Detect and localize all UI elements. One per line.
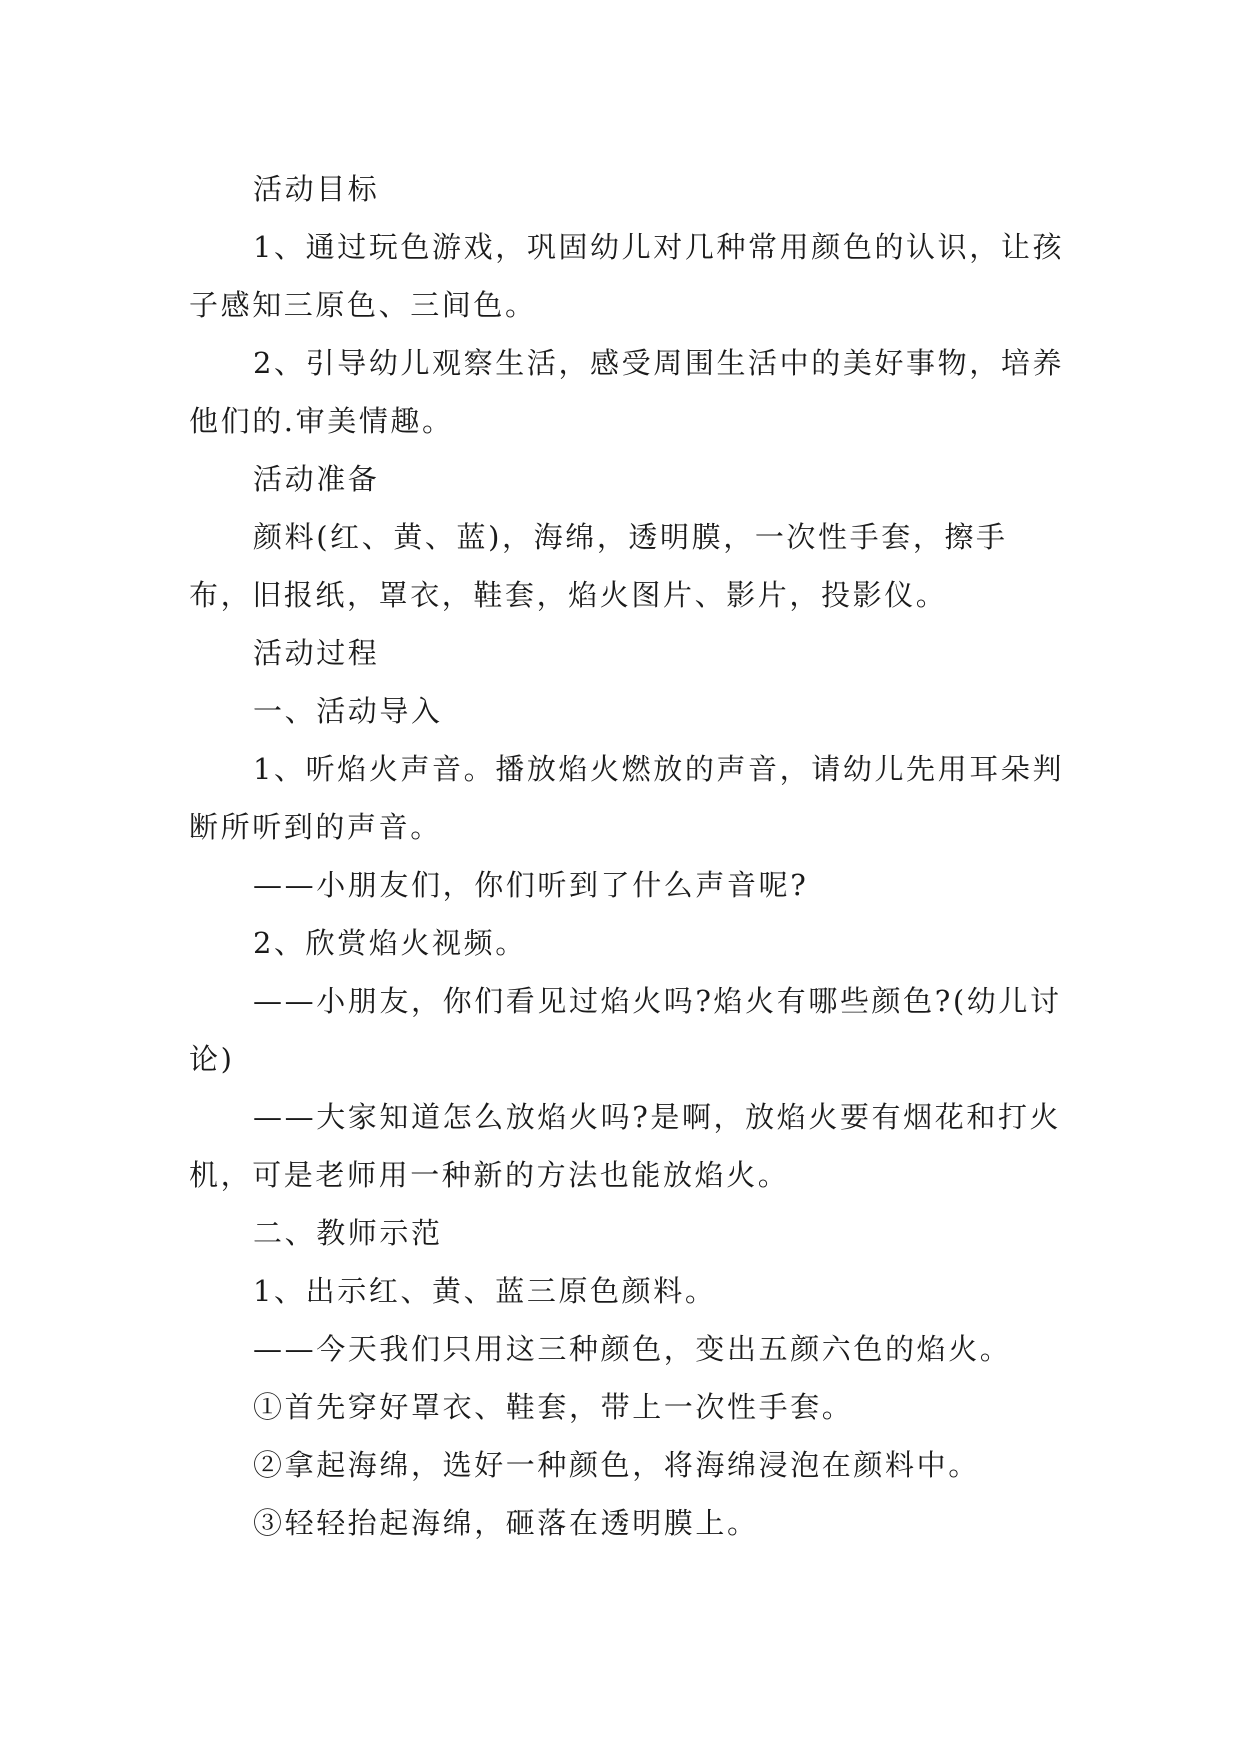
heading-activity-goals: 活动目标 <box>253 172 380 206</box>
dialogue-line-4: ——今天我们只用这三种颜色，变出五颜六色的焰火。 <box>253 1332 1012 1366</box>
step-listen-fireworks: 1、听焰火声音。播放焰火燃放的声音，请幼儿先用耳朵判断所听到的声音。 <box>189 752 1065 844</box>
goal-item-2: 2、引导幼儿观察生活，感受周围生活中的美好事物，培养他们的.审美情趣。 <box>189 346 1065 438</box>
step-watch-video: 2、欣赏焰火视频。 <box>253 926 527 960</box>
substep-2: ②拿起海绵，选好一种颜色，将海绵浸泡在颜料中。 <box>253 1448 980 1482</box>
dialogue-line-1: ——小朋友们，你们听到了什么声音呢? <box>253 868 809 902</box>
substep-1: ①首先穿好罩衣、鞋套，带上一次性手套。 <box>253 1390 854 1424</box>
document-body <box>189 160 1069 1552</box>
heading-activity-process: 活动过程 <box>253 636 380 670</box>
goal-item-1: 1、通过玩色游戏，巩固幼儿对几种常用颜色的认识，让孩子感知三原色、三间色。 <box>189 230 1065 322</box>
step-show-colors: 1、出示红、黄、蓝三原色颜料。 <box>253 1274 717 1308</box>
materials-list: 颜料(红、黄、蓝)，海绵，透明膜，一次性手套，擦手布，旧报纸，罩衣，鞋套，焰火图片、影片，投影仪。 <box>189 520 1008 612</box>
section-introduction: 一、活动导入 <box>253 694 443 728</box>
dialogue-line-2: ——小朋友，你们看见过焰火吗?焰火有哪些颜色?(幼儿讨论) <box>189 984 1062 1076</box>
heading-activity-preparation: 活动准备 <box>253 462 380 496</box>
substep-3: ③轻轻抬起海绵，砸落在透明膜上。 <box>253 1506 759 1540</box>
dialogue-line-3: ——大家知道怎么放焰火吗?是啊，放焰火要有烟花和打火机，可是老师用一种新的方法也能放焰火。 <box>189 1100 1062 1192</box>
section-teacher-demo: 二、教师示范 <box>253 1216 443 1250</box>
